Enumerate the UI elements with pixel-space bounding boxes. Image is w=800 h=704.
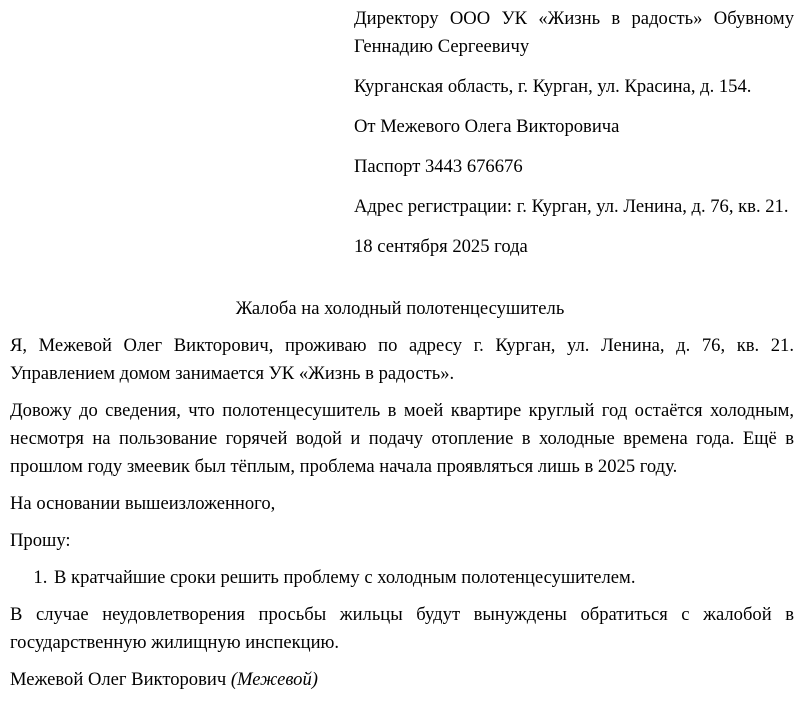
passport: Паспорт 3443 676676 [354,156,523,177]
basis-paragraph: На основании вышеизложенного, [10,493,276,514]
request-item: 1. В кратчайшие сроки решить проблему с холодным полотенцесушителем. [52,564,794,592]
request-label: Прошу: [10,530,71,551]
document-title: Жалоба на холодный полотенцесушитель [235,298,565,319]
warning-paragraph: В случае неудовлетворения просьбы жильцы будут вынуждены обратиться с жалобой в государственную жилищную инспекцию. [10,604,794,653]
addressee-address: Курганская область, г. Курган, ул. Красина, д. 154. [354,76,752,97]
handwritten-signature: (Межевой) [230,669,318,690]
registration-address: Адрес регистрации: г. Курган, ул. Ленина, д. 76, кв. 21. [354,196,789,217]
signature-name: Межевой Олег Викторович [10,669,227,690]
problem-paragraph: Довожу до сведения, что полотенцесушитель в моей квартире круглый год остаётся холодным, несмотря на пользование горячей водой и подачу отопление в холодные времена года. Ещё в прошлом году змеевик был тёплым, проблема начала проявляться лишь в 2025 году. [10,400,794,477]
request-list [10,564,794,592]
signature-line [10,666,794,694]
addressee: Директору ООО УК «Жизнь в радость» Обувному Геннадию Сергеевичу [354,8,794,57]
document-date: 18 сентября 2025 года [354,236,528,257]
document-body [10,332,794,703]
sender: От Межевого Олега Викторовича [354,116,620,137]
document-header [354,5,794,261]
intro-paragraph: Я, Межевой Олег Викторович, проживаю по адресу г. Курган, ул. Ленина, д. 76, кв. 21. Управлением домом занимается УК «Жизнь в радость». [10,335,794,384]
